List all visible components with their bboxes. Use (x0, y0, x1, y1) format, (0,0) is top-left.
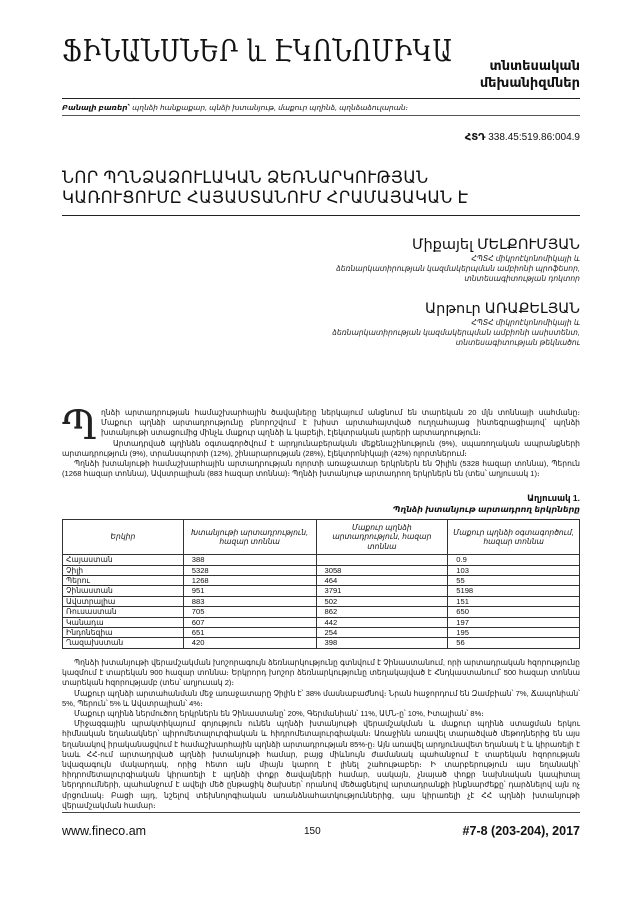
table-cell: Ղազախստան (63, 638, 184, 648)
table-row (63, 576, 580, 586)
table-row (63, 565, 580, 575)
table-cell: 464 (316, 576, 448, 586)
table-header-row (63, 520, 580, 555)
keywords (62, 103, 580, 113)
table-caption (393, 493, 580, 515)
table-cell: 651 (183, 628, 316, 638)
table-cell: 195 (448, 628, 580, 638)
table-title: Պղնձի խտանյութ արտադրող երկրները (392, 505, 580, 514)
udc-label: ՀՏԴ (464, 132, 486, 143)
table-cell: 388 (183, 555, 316, 565)
header-rule (62, 98, 580, 99)
production-table (62, 519, 580, 649)
table-cell: 197 (448, 617, 580, 627)
table-cell: 3058 (316, 565, 448, 575)
udc-code (465, 132, 580, 143)
table-cell: 607 (183, 617, 316, 627)
table-cell: 5328 (183, 565, 316, 575)
author-2 (332, 300, 580, 348)
table-cell: 883 (183, 596, 316, 606)
table-cell: 398 (316, 638, 448, 648)
intro-text (62, 403, 580, 479)
table-cell: 1268 (183, 576, 316, 586)
table-cell: 151 (448, 596, 580, 606)
table-cell: Չինաստան (63, 586, 184, 596)
body-paragraph-2: Մաքուր պղնձի արտահանման մեջ առաջատարը Չիլին է՝ 38% մասնաբաժնով։ Նրան հաջորդում են Զամբիան՝ 7%, Ճապոնիան՝ 5%, Պերուն՝ 5% և Ավստրալիան՝ 4%։ (62, 688, 580, 708)
table-row (63, 628, 580, 638)
table-cell: Կանադա (63, 617, 184, 627)
author-affiliation-3: տնտեսագիտության դոկտոր (464, 274, 580, 283)
after-table-text (62, 658, 580, 811)
section-line-1: տնտեսական (489, 58, 580, 73)
table-cell: 254 (316, 628, 448, 638)
article-title-line-2: ԿԱՌՈՒՑՈՒՄԸ ՀԱՅԱՍՏԱՆՈՒՄ ՀՐԱՄԱՅԱԿԱՆ Է (62, 189, 469, 207)
table-cell (316, 555, 448, 565)
column-header: Երկիր (63, 520, 184, 555)
table-number: Աղյուսակ 1. (527, 493, 580, 503)
table-cell: Ռուսաստան (63, 607, 184, 617)
issue-number: #7-8 (203-204), 2017 (462, 824, 580, 838)
author-affiliation-2: ձեռնարկատիրության կազմակերպման ամբիոնի ասիստենտ, (332, 328, 580, 337)
footer-website-link[interactable]: www.fineco.am (62, 824, 147, 838)
footer-rule (62, 812, 580, 813)
column-header: Մաքուր պղնձի օգտագործում, հազար տոննա (448, 520, 580, 555)
table-cell: 862 (316, 607, 448, 617)
table-cell: 951 (183, 586, 316, 596)
table-cell: Հայաստան (63, 555, 184, 565)
intro-paragraph-1: Պղնձի արտադրության համաշխարհային ծավալները ներկայում անցնում են տարեկան 20 մլն տոննայի սահմանը։ Մաքուր պղնձի արտադրությունը բնորոշվում է խիստ արտահայտված ուղղահայաց ինտեգրացիայով՝ պղնձի խտանյութի ստացումից մինչև մաքուր պղնձի և կաբելի, էլեկտրական լարերի արտադրություն։ (62, 403, 580, 449)
table-cell: 502 (316, 596, 448, 606)
body-paragraph-3: Մաքուր պղինձ ներմուծող երկրներն են Չինաստանը՝ 20%, Գերմանիան՝ 11%, ԱՄՆ-ը՝ 10%, Իտալիան՝ 8%։ (74, 709, 484, 719)
section-tag (480, 57, 580, 91)
table-cell: 55 (448, 576, 580, 586)
table-row (63, 555, 580, 565)
udc-value: 338.45:519.86:004.9 (488, 132, 580, 143)
author-affiliation-2: ձեռնարկատիրության կազմակերպման ամբիոնի պրոֆեսոր, (336, 264, 580, 273)
author-affiliation-1: ՀՊՏՀ միկրոէկոնոմիկայի և (471, 254, 580, 263)
column-header: Մաքուր պղնձի արտադրություն, հազար տոննա (316, 520, 448, 555)
author-affiliation-1: ՀՊՏՀ միկրոէկոնոմիկայի և (471, 318, 580, 327)
keywords-text: պղնձի հանքաքար, պնձի խտանյութ, մաքուր պղինձ, պղնձաձուլարան։ (130, 103, 409, 112)
author-name: Միքայել ՄԵԼՔՈՒՄՅԱՆ (411, 237, 580, 253)
table-cell: Ավստրալիա (63, 596, 184, 606)
keywords-rule (62, 115, 580, 116)
title-rule (62, 215, 580, 216)
page-number: 150 (304, 826, 321, 837)
table-cell: 103 (448, 565, 580, 575)
table-cell: Չիլի (63, 565, 184, 575)
table-cell: 442 (316, 617, 448, 627)
table-cell: 420 (183, 638, 316, 648)
table-row (63, 596, 580, 606)
author-affiliation-3: տնտեսագիտության թեկնածու (455, 338, 580, 347)
table-cell: 650 (448, 607, 580, 617)
table-cell: 0.9 (448, 555, 580, 565)
table-row (63, 586, 580, 596)
table-cell: 56 (448, 638, 580, 648)
column-header: Խտանյութի արտադրություն, հազար տոննա (183, 520, 316, 555)
drop-cap: Պ (62, 403, 97, 449)
keywords-label: Բանալի բառեր՝ (62, 103, 131, 112)
table-cell: Պերու (63, 576, 184, 586)
table-cell: Ինդոնեզիա (63, 628, 184, 638)
table-cell: 3791 (316, 586, 448, 596)
article-title (62, 168, 582, 208)
intro-paragraph-3: Պղնձի խտանյութի համաշխարհային արտադրության ոլորտի առաջատար երկրներն են Չիլին (5328 հազար տոննա), Պերուն (1268 հազար տոննա), Ավստրալիան (883 հազար տոննա)։ Պղնձի խտանյութ արտադրող երկրներն են (տես՝ աղյուսակ 1)։ (62, 459, 580, 479)
table-row (63, 638, 580, 648)
table-cell: 5198 (448, 586, 580, 596)
body-paragraph-1: Պղնձի խտանյութի վերամշակման խոշորագույն ձեռնարկությունը գտնվում է Չինաստանում, որի արտադրական հզորությունը կազմում է տարեկան 900 հազար տոննա։ Երկրորդ խոշոր ձեռնարկությունը տեղակայված է Հնդկաստանում՝ 500 հազար տոննա տարեկան հզորությամբ (տես՝ աղյուսակ 2)։ (62, 658, 580, 688)
table-row (63, 607, 580, 617)
intro-paragraph-2: Արտադրված պղինձն օգտագործվում է արդյունաբերական մեքենաշինություն (9%), սպառողական ապրանքների արտադրություն (9%), տրանսպորտի (12%), շինարարության (28%), էլեկտրոնիկայի (42%) ոլորտներում։ (62, 438, 580, 458)
table-cell: 705 (183, 607, 316, 617)
author-1 (336, 236, 580, 284)
author-name: Արթուր ԱՌԱՔԵԼՅԱՆ (425, 301, 580, 317)
body-paragraph-4: Միջազգային պրակտիկայում գոյություն ունեն պղնձի խտանյութի վերամշակման և մաքուր պղինձ ստացման երկու հիմնական եղանակներ՝ պիրոմետալուրգիական և հիդրոմետալուրգիական։ Առաջինն առավել տարածված մեթոդներից են այս եղանակով իրականացվում է համաշխարհային պղնձի արտադրության 85%-ը։ Այն առավել արդյունավետ եղանակ է և կիրառելի է նաև ՀՀ-ում արտադրված պղնձի խտանյութի համար, բայց միևնույն ժամանակ պահանջում է տարեկան հզորության նվազագույն մակարդակ, որից հետո այն միայն կարող է լինել շահութաբեր։ Ի տարբերություն այս եղանակի՝ հիդրոմետալուրգիական կիրառելի է պղնձի փոքր ծավալների համար, սակայն, չնայած փոքր նախնական կապիտալ ներդրումների, պահանջում է ավելի մեծ ընթացիկ ծախսեր՝ որանով մեծացնելով արտադրանքի ինքնարժեքը՝ դարձնելով այն ոչ մրցունակ։ Բացի այդ, նշելով տեխնոլոգիական առանձնահատկություններից, այս կիրառելի չէ ՀՀ պղնձի խտանյութի վերամշակման համար։ (62, 719, 580, 810)
table-row (63, 617, 580, 627)
journal-title: ՖԻՆԱՆՍՆԵՐ և ԷԿՈՆՈՄԻԿԱ (62, 33, 453, 69)
section-line-2: մեխանիզմներ (479, 75, 580, 90)
article-title-line-1: ՆՈՐ ՊՂՆՁԱՁՈՒԼԱԿԱՆ ՁԵՌՆԱՐԿՈՒԹՅԱՆ (62, 169, 429, 187)
